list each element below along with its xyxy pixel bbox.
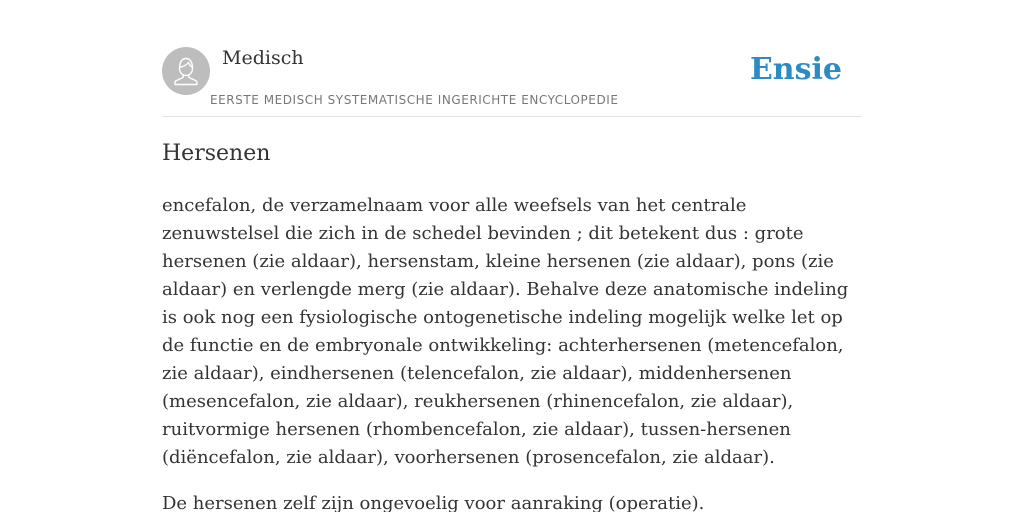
article-paragraph: encefalon, de verzamelnaam voor alle weefsels van het centrale zenuwstelsel die zich in de schedel bevinden ; dit betekent dus : grote hersenen (zie aldaar), hersenstam, kleine hersenen (zie aldaar), pons (zie aldaar) en verlengde merg (zie aldaar). Behalve deze anatomische indeling is ook nog een fysiologische ontogenetische indeling mogelijk welke let op de functie en de embryonale ontwikkeling: achterhersenen (metencefalon, zie aldaar), eindhersenen (telencefalon, zie aldaar), middenhersenen (mesencefalon, zie aldaar), reukhersenen (rhinencefalon, zie aldaar), ruitvormige hersenen (rhombencefalon, zie aldaar), tussen-hersenen (diëncefalon, zie aldaar), voorhersenen (prosencefalon, zie aldaar). [162, 195, 849, 468]
user-icon [162, 47, 210, 95]
article-title: Hersenen [162, 141, 271, 166]
avatar[interactable] [162, 47, 210, 95]
ensie-logo[interactable]: Ensie [749, 52, 842, 87]
source-header [162, 46, 862, 117]
source-name[interactable]: Medisch [222, 47, 304, 69]
source-subtitle: EERSTE MEDISCH SYSTEMATISCHE INGERICHTE ENCYCLOPEDIE [210, 93, 619, 107]
article [162, 138, 864, 512]
article-paragraph: De hersenen zelf zijn ongevoelig voor aanraking (operatie). [162, 493, 705, 512]
